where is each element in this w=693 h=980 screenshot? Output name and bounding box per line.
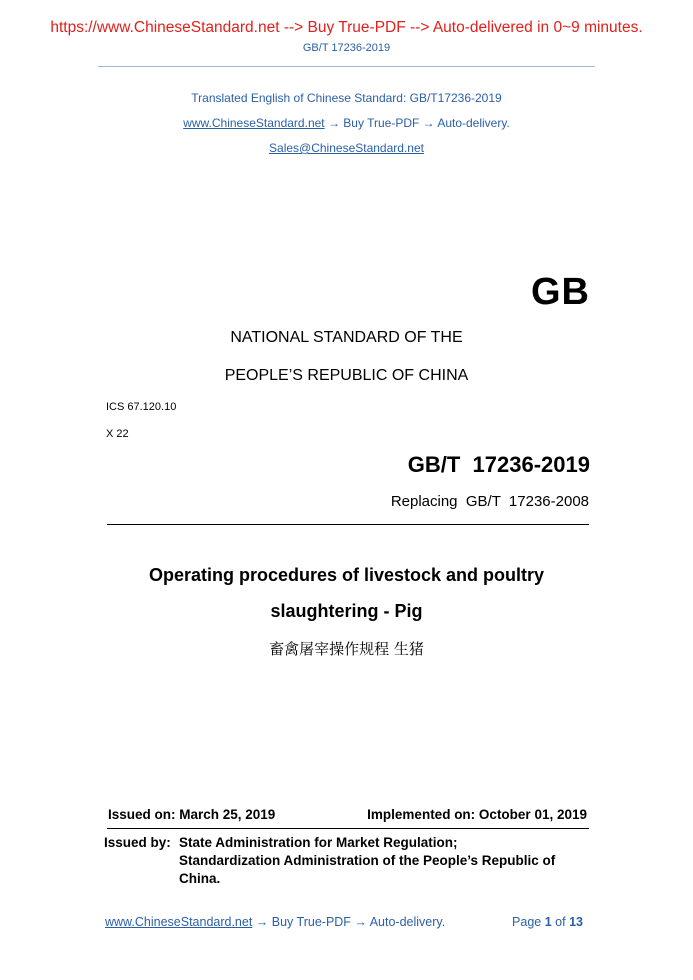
national-standard-line1: NATIONAL STANDARD OF THE	[230, 329, 463, 346]
page-of: of	[555, 915, 566, 929]
intro-link-line	[0, 116, 693, 130]
footer-website-link[interactable]: www.ChineseStandard.net	[105, 915, 253, 929]
footer-link-line	[105, 915, 445, 929]
header-doc-code: GB/T 17236-2019	[302, 42, 391, 54]
ccs-code: X 22	[106, 428, 129, 440]
translation-notice: Translated English of Chinese Standard: GB/T17236-2019	[191, 91, 502, 105]
page-total: 13	[569, 915, 583, 929]
promo-banner[interactable]: https://www.ChineseStandard.net --> Buy True-PDF --> Auto-delivered in 0~9 minutes.	[50, 19, 643, 36]
footer-link-rest: → Buy True-PDF → Auto-delivery.	[252, 915, 446, 929]
issued-by-line2: Standardization Administration of the People’s Republic of	[179, 853, 556, 868]
issued-by-label: Issued by:	[104, 835, 171, 850]
sales-email-link[interactable]: Sales@ChineseStandard.net	[269, 141, 424, 155]
dates-divider	[107, 828, 589, 829]
header-divider	[98, 66, 595, 67]
intro-link-rest: → Buy True-PDF → Auto-delivery.	[324, 116, 510, 130]
title-divider	[107, 524, 589, 525]
national-standard-line2: PEOPLE’S REPUBLIC OF CHINA	[224, 367, 469, 384]
ics-code: ICS 67.120.10	[106, 401, 177, 413]
issued-by-line3: China.	[179, 871, 221, 886]
replacing-standard: Replacing GB/T 17236-2008	[390, 493, 589, 510]
standard-number: GB/T 17236-2019	[407, 452, 590, 477]
page-current: 1	[544, 915, 552, 929]
title-line1: Operating procedures of livestock and poultry	[148, 565, 545, 585]
issued-by-line1: State Administration for Market Regulation;	[179, 835, 458, 850]
page-label: Page	[512, 915, 542, 929]
title-line2: slaughtering - Pig	[270, 601, 423, 621]
implemented-on-date: Implemented on: October 01, 2019	[367, 807, 587, 822]
gb-logo: GB	[531, 271, 590, 313]
issued-on-date: Issued on: March 25, 2019	[108, 807, 276, 822]
sales-email-line	[0, 141, 693, 155]
title-chinese: 畜禽屠宰操作规程 生猪	[269, 640, 424, 658]
page-indicator	[512, 915, 583, 929]
website-link[interactable]: www.ChineseStandard.net	[183, 116, 325, 130]
